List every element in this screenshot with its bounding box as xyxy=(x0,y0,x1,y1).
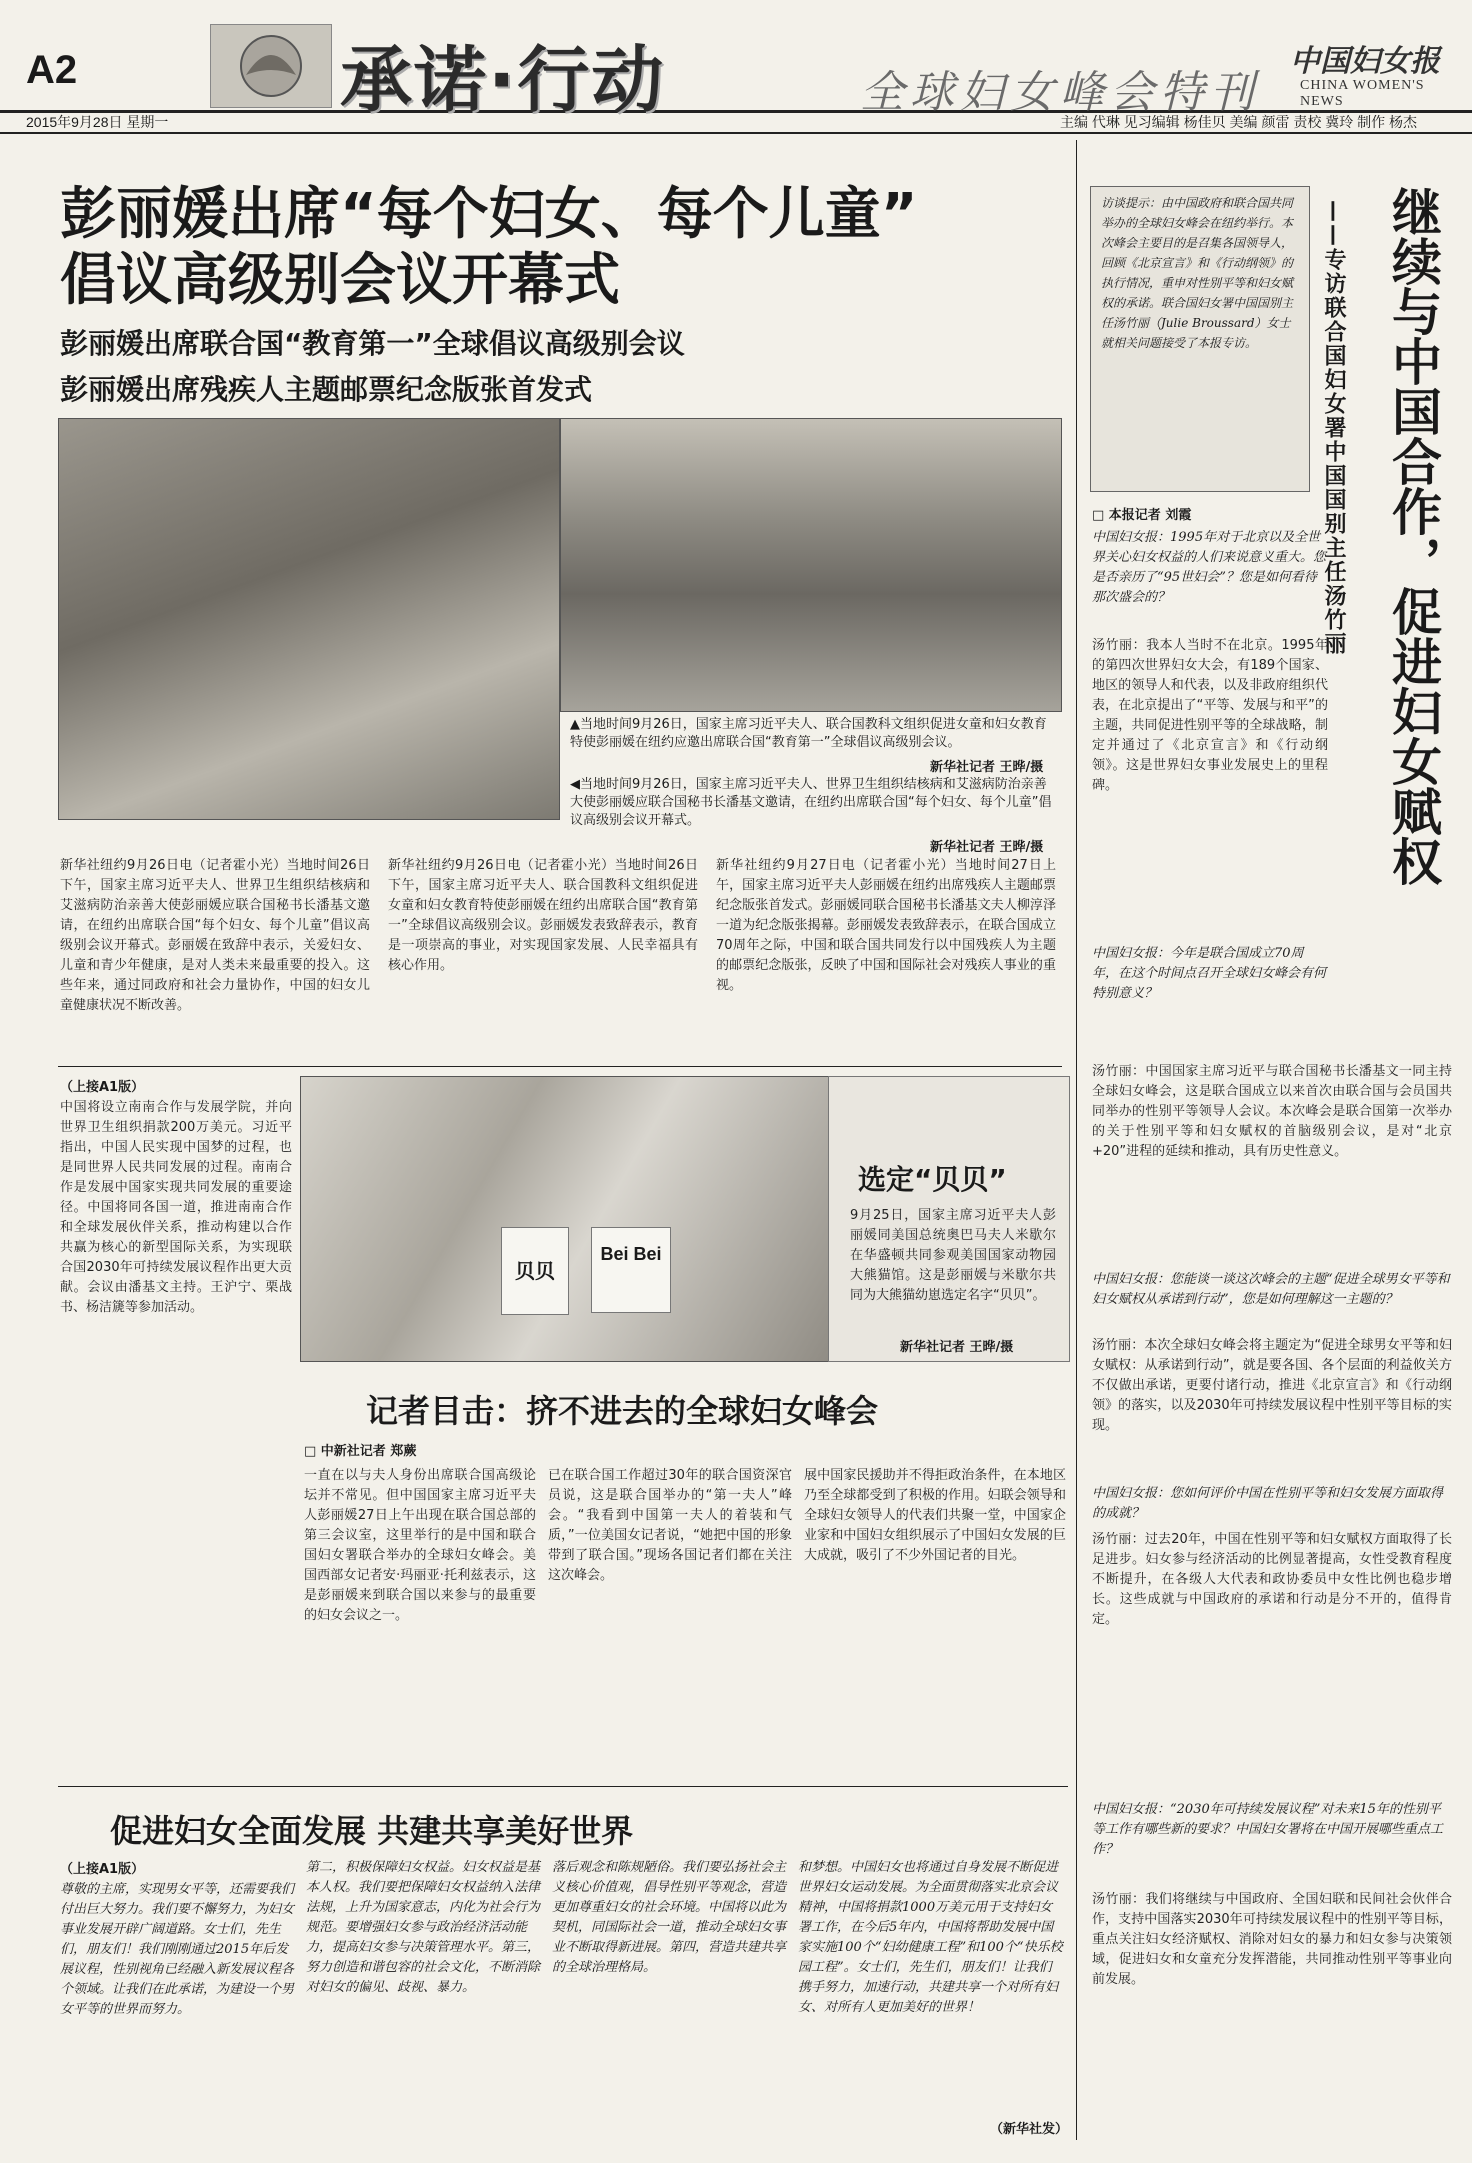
continued-text: 中国将设立南南合作与发展学院，并向世界卫生组织捐款200万美元。习近平指出，中国人民实现中国梦的过程，也是同世界人民共同发展的过程。南南合作是发展中国家实现共同发展的重要途径。中国将同各国一道，推进南南合作和全球发展伙伴关系，推动构建以合作共赢为核心的新型国际关系，为实现联合国2030年可持续发展议程作出更大贡献。会议由潘基文主持。王沪宁、栗战书、杨洁篪等参加活动。 xyxy=(60,1100,292,1315)
interview-q4: 中国妇女报：您如何评价中国在性别平等和妇女发展方面取得的成就？ xyxy=(1092,1486,1444,1521)
lead-photo1-credit: 新华社记者 王晔/摄 xyxy=(930,760,1044,775)
continued-tag: （上接A1版） xyxy=(60,1080,145,1095)
lead-photo2-caption: ◀当地时间9月26日，国家主席习近平夫人、世界卫生组织结核病和艾滋病防治亲善大使彭丽媛应联合国秘书长潘基文邀请，在纽约出席联合国“每个妇女、每个儿童”倡议高级别会议开幕式。 xyxy=(570,777,1052,828)
lead-column-1: 新华社纽约9月26日电（记者霍小光）当地时间26日下午，国家主席习近平夫人、世界卫生组织结核病和艾滋病防治亲善大使彭丽媛应联合国秘书长潘基文邀请，在纽约出席联合国“每个妇女、每个儿童”倡议高级别会议开幕式。彭丽媛在致辞中表示，关爱妇女、儿童和青少年健康，是对人类未来最重要的投入。这些年来，通过同政府和社会力量协作，中国的妇女儿童健康状况不断改善。 xyxy=(60,858,370,1013)
column-divider xyxy=(1076,140,1077,2140)
lead-column-2: 新华社纽约9月26日电（记者霍小光）当地时间26日下午，国家主席习近平夫人、联合国教科文组织促进女童和妇女教育特使彭丽媛在纽约出席联合国“教育第一”全球倡议高级别会议。彭丽媛发表致辞表示，教育是一项崇高的事业，对实现国家发展、人民幸福具有核心作用。 xyxy=(388,858,698,973)
interview-q1: 中国妇女报：1995年对于北京以及全世界关心妇女权益的人们来说意义重大。您是否亲历了“95世妇会”？您是如何看待那次盛会的？ xyxy=(1092,530,1327,605)
interview-q3: 中国妇女报：您能谈一谈这次峰会的主题“促进全球男女平等和妇女赋权从承诺到行动”，您是如何理解这一主题的？ xyxy=(1092,1272,1450,1307)
lead-headline xyxy=(60,182,1060,314)
bottom-story-title: 促进妇女全面发展 共建共享美好世界 xyxy=(110,1812,634,1850)
panda-sign-left: 贝贝 xyxy=(501,1227,569,1315)
eyewitness-byline: □ 中新社记者 郑蕨 xyxy=(304,1444,417,1459)
interview-a4: 汤竹丽：过去20年，中国在性别平等和妇女赋权方面取得了长足进步。妇女参与经济活动的比例显著提高，女性受教育程度不断提升，在各级人大代表和政协委员中女性比例也稳步增长。这些成就与中国政府的承诺和行动是分不开的，值得肯定。 xyxy=(1092,1532,1452,1627)
lead-bottom-divider xyxy=(58,1066,1062,1067)
interview-a5: 汤竹丽：我们将继续与中国政府、全国妇联和民间社会伙伴合作，支持中国落实2030年可持续发展议程中的性别平等目标，重点关注妇女经济赋权、消除对妇女的暴力和妇女参与决策领域，促进妇女和女童充分发挥潜能，共同推动性别平等事业向前发展。 xyxy=(1092,1892,1452,1987)
bottom-story-source: （新华社发） xyxy=(990,2122,1069,2137)
interview-byline: □ 本报记者 刘霞 xyxy=(1092,508,1192,523)
interview-subtitle: ——专访联合国妇女署中国国别主任汤竹丽 xyxy=(1321,200,1346,656)
bottom-story-column-2: 第二，积极保障妇女权益。妇女权益是基本人权。我们要把保障妇女权益纳入法律法规，上升为国家意志，内化为社会行为规范。要增强妇女参与政治经济活动能力，提高妇女参与决策管理水平。第三，努力创造和谐包容的社会文化，不断消除对妇女的偏见、歧视、暴力。 xyxy=(306,1860,541,1995)
lead-subheadline-2: 彭丽媛出席残疾人主题邮票纪念版张首发式 xyxy=(60,373,593,406)
lead-photo1-caption: ▲当地时间9月26日，国家主席习近平夫人、联合国教科文组织促进女童和妇女教育特使彭丽媛在纽约应邀出席联合国“教育第一”全球倡议高级别会议。 xyxy=(570,717,1047,750)
lead-column-3: 新华社纽约9月27日电（记者霍小光）当地时间27日上午，国家主席习近平夫人彭丽媛在纽约出席残疾人主题邮票纪念版张首发式。彭丽媛同联合国秘书长潘基文夫人柳淳泽一道为纪念版张揭幕。彭丽媛发表致辞表示，在联合国成立70周年之际，中国和联合国共同发行以中国残疾人为主题的邮票纪念版张，反映了中国和国际社会对残疾人事业的重视。 xyxy=(716,858,1056,993)
lead-photo-education-first xyxy=(58,418,560,820)
panda-inset-title: 选定“贝贝” xyxy=(858,1163,1007,1196)
interview-a2: 汤竹丽：中国国家主席习近平与联合国秘书长潘基文一同主持全球妇女峰会，这是联合国成立以来首次由联合国与会员国共同举办的性别平等领导人会议。本次峰会是联合国第一次举办的关于性别平等和妇女赋权的首脑级别会议，是对“北京+20”进程的延续和推动，具有历史性意义。 xyxy=(1092,1064,1452,1159)
editor-credits: 主编 代琳 见习编辑 杨佳贝 美编 颜雷 责校 冀玲 制作 杨杰 xyxy=(1060,114,1418,130)
header-divider xyxy=(0,132,1472,134)
lead-photo-every-woman-every-child xyxy=(560,418,1062,712)
lead-headline-line1: 彭丽媛出席“每个妇女、每个儿童” xyxy=(60,182,918,247)
interview-intro-box: 访谈提示：由中国政府和联合国共同举办的全球妇女峰会在纽约举行。本次峰会主要目的是召集各国领导人，回顾《北京宣言》和《行动纲领》的执行情况，重申对性别平等和妇女赋权的承诺。联合国妇女署中国国别主任汤竹丽（Julie Broussard）女士就相关问题接受了本报专访。 xyxy=(1090,186,1310,492)
paper-logo: 中国妇女报 xyxy=(1290,44,1440,79)
summit-emblem-icon xyxy=(210,24,332,108)
interview-title: 继续与中国合作，促进妇女赋权 xyxy=(1384,186,1442,886)
eyewitness-column-1: 一直在以与夫人身份出席联合国高级论坛并不常见。但中国国家主席习近平夫人彭丽媛27日上午出现在联合国总部的第三会议室，这里举行的是中国和联合国妇女署联合举办的全球妇女峰会。美国西部女记者安·玛丽亚·托利兹表示，这是彭丽媛来到联合国以来参与的最重要的妇女会议之一。 xyxy=(304,1468,536,1623)
interview-a3: 汤竹丽：本次全球妇女峰会将主题定为“促进全球男女平等和妇女赋权：从承诺到行动”，就是要各国、各个层面的利益攸关方不仅做出承诺，更要付诸行动，推进《北京宣言》和《行动纲领》的落实，以及2030年可持续发展议程中性别平等目标的实现。 xyxy=(1092,1338,1452,1433)
section-subtitle: 全球妇女峰会特刊 xyxy=(860,67,1260,118)
panda-feature-photo xyxy=(300,1076,830,1362)
eyewitness-title: 记者目击：挤不进去的全球妇女峰会 xyxy=(366,1392,879,1430)
bottom-story-column-4: 和梦想。中国妇女也将通过自身发展不断促进世界妇女运动发展。为全面贯彻落实北京会议精神，中国将捐款1000万美元用于支持妇女署工作，在今后5年内，中国将帮助发展中国家实施100个“妇幼健康工程”和100个“快乐校园工程”。女士们，先生们，朋友们！让我们携手努力，加速行动，共建共享一个对所有妇女、对所有人更加美好的世界！ xyxy=(798,1860,1063,2015)
bottom-story-column-1: 尊敬的主席，实现男女平等，还需要我们付出巨大努力。我们要不懈努力，为妇女事业发展开辟广阔道路。女士们，先生们，朋友们！我们刚刚通过2015年后发展议程，性别视角已经融入新发展议程各个领域。让我们在此承诺，为建设一个男女平等的世界而努力。 xyxy=(60,1882,295,2017)
bottom-story-column-3: 落后观念和陈规陋俗。我们要弘扬社会主义核心价值观，倡导性别平等观念，营造更加尊重妇女的社会环境。中国将以此为契机，同国际社会一道，推动全球妇女事业不断取得新进展。第四，营造共建共享的全球治理格局。 xyxy=(552,1860,787,1975)
eyewitness-column-2: 已在联合国工作超过30年的联合国资深官员说，这是联合国举办的“第一夫人”峰会。“我看到中国第一夫人的着装和气质，”一位美国女记者说，“她把中国的形象带到了联合国。”现场各国记者们都在关注这次峰会。 xyxy=(548,1468,792,1583)
page-number: A2 xyxy=(26,48,78,92)
interview-q2: 中国妇女报：今年是联合国成立70周年，在这个时间点召开全球妇女峰会有何特别意义？ xyxy=(1092,946,1327,1001)
interview-q5: 中国妇女报：“2030年可持续发展议程”对未来15年的性别平等工作有哪些新的要求？中国妇女署将在中国开展哪些重点工作？ xyxy=(1092,1802,1444,1857)
panda-inset-credit: 新华社记者 王晔/摄 xyxy=(900,1340,1014,1355)
lead-headline-line2: 倡议高级别会议开幕式 xyxy=(60,248,620,313)
lead-subheadline-1: 彭丽媛出席联合国“教育第一”全球倡议高级别会议 xyxy=(60,327,685,360)
paper-logo-en: CHINA WOMEN'S NEWS xyxy=(1300,78,1425,109)
bottom-story-tag: （上接A1版） xyxy=(60,1862,145,1877)
interview-a1: 汤竹丽：我本人当时不在北京。1995年的第四次世界妇女大会，有189个国家、地区的领导人和代表，以及非政府组织代表，在北京提出了“平等、发展与和平”的主题，共同促进性别平等的全球战略，制定并通过了《北京宣言》和《行动纲领》。这是世界妇女事业发展史上的里程碑。 xyxy=(1092,638,1328,793)
bottom-story-divider xyxy=(58,1786,1068,1787)
eyewitness-column-3: 展中国家民援助并不得拒政治条件，在本地区乃至全球都受到了积极的作用。妇联会领导和全球妇女领导人的代表们共聚一堂，中国家企业家和中国妇女组织展示了中国妇女发展的巨大成就，吸引了不少外国记者的目光。 xyxy=(804,1468,1066,1563)
panda-sign-right: Bei Bei xyxy=(591,1227,671,1313)
lead-photo2-credit: 新华社记者 王晔/摄 xyxy=(930,840,1044,855)
panda-inset-text: 9月25日，国家主席习近平夫人彭丽媛同美国总统奥巴马夫人米歇尔在华盛顿共同参观美国国家动物园大熊猫馆。这是彭丽媛与米歇尔共同为大熊猫幼崽选定名字“贝贝”。 xyxy=(850,1208,1056,1303)
dateline: 2015年9月28日 星期一 xyxy=(26,114,169,130)
section-title: 承诺·行动 xyxy=(340,38,666,122)
